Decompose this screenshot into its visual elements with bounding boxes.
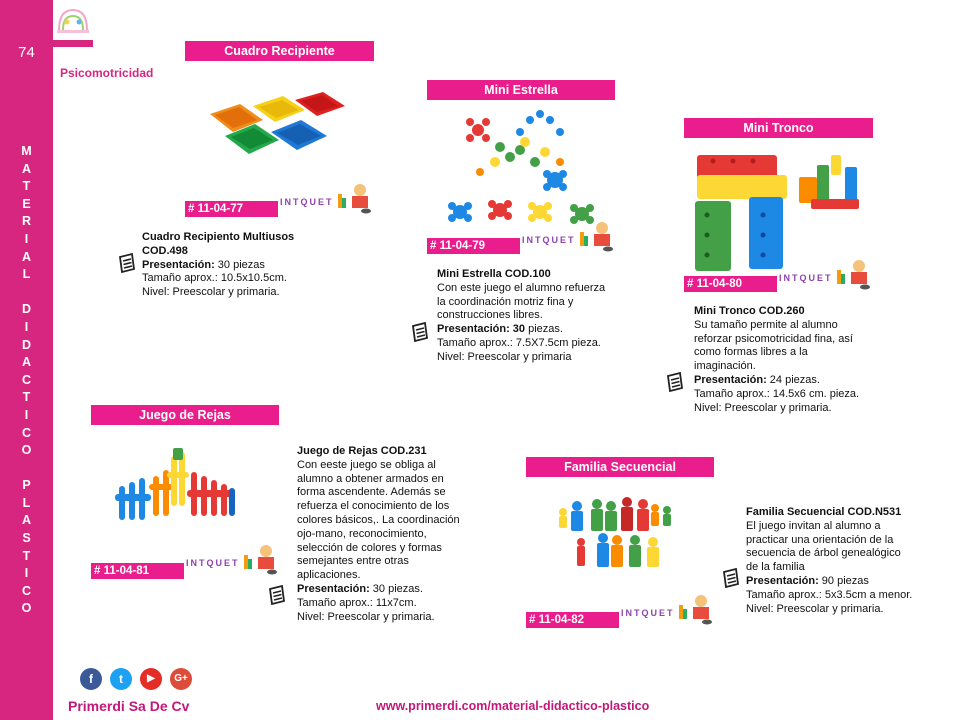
sidebar-letter: I [24, 407, 29, 422]
mini-tronco-code: # 11-04-80 [684, 276, 777, 292]
product-size: Tamaño aprox.: 5x3.5cm a menor. [746, 588, 913, 601]
intquret-brand-logo [520, 218, 616, 254]
product-size: Tamaño aprox.: 14.5x6 cm. pieza. [694, 387, 860, 400]
logo-icon [53, 0, 93, 40]
sidebar-letter: I [24, 231, 29, 246]
sidebar-letter: A [21, 513, 32, 528]
product-line: forma ascendente. Además se [297, 486, 446, 499]
product-line: Con este juego el alumno refuerza [437, 281, 606, 294]
sidebar-letter: A [21, 249, 32, 264]
facebook-icon[interactable]: f [80, 668, 102, 690]
mini-estrella-title: Mini Estrella [427, 80, 615, 100]
note-icon [268, 585, 286, 605]
sidebar-letter: T [22, 390, 31, 405]
juego-de-rejas-code: # 11-04-81 [91, 563, 184, 579]
page-number: 74 [18, 44, 35, 61]
sidebar-letter: R [21, 214, 32, 229]
svg-text:INTQUET: INTQUET [280, 197, 334, 207]
svg-text:INTQUET: INTQUET [621, 608, 675, 618]
youtube-icon[interactable]: ▶ [140, 668, 162, 690]
product-line: selección de colores y formas [297, 541, 442, 554]
product-line: secuencia de árbol genealógico [746, 547, 901, 560]
mini-estrella-image [440, 102, 605, 234]
section-title: Psicomotricidad [60, 66, 154, 80]
presentation-value: 90 piezas [818, 574, 869, 587]
familia-secuencial-image [555, 494, 680, 572]
presentation-value: piezas. [525, 323, 563, 336]
product-level: Nivel: Preescolar y primaria [437, 350, 572, 363]
product-name: Mini Tronco COD.260 [694, 305, 805, 317]
product-line: como formas libres a la [694, 346, 808, 359]
product-line: construcciones libres. [437, 309, 543, 322]
product-name: Familia Secuencial COD.N531 [746, 506, 902, 518]
svg-text:INTQUET: INTQUET [522, 235, 576, 245]
intquret-brand-logo [619, 591, 715, 627]
sidebar-letter: M [21, 144, 32, 158]
sidebar-letter: O [21, 601, 32, 616]
product-level: Nivel: Preescolar y primaria. [694, 401, 832, 414]
sidebar-letter: E [22, 196, 31, 211]
sidebar-letter: P [22, 478, 31, 493]
product-level: Nivel: Preescolar y primaria. [142, 286, 280, 299]
juego-de-rejas-title: Juego de Rejas [91, 405, 279, 425]
sidebar-letter: D [21, 302, 32, 317]
logo-underline [53, 40, 93, 47]
product-line: de la familia [746, 561, 805, 574]
product-line: aplicaciones. [297, 569, 361, 582]
sidebar-letter: I [24, 319, 29, 334]
sidebar-letter: A [21, 355, 32, 370]
product-line: Con eeste juego se obliga al [297, 458, 436, 471]
juego-de-rejas-description [297, 445, 487, 624]
sidebar-letter: O [21, 443, 32, 458]
product-size: Tamaño aprox.: 10.5x10.5cm. [142, 272, 287, 285]
juego-de-rejas-image [115, 448, 240, 524]
presentation-value: 24 piezas. [766, 373, 820, 386]
google-plus-icon[interactable]: G+ [170, 668, 192, 690]
product-line: alumno a obtener armados en [297, 472, 444, 485]
familia-secuencial-code: # 11-04-82 [526, 612, 619, 628]
sidebar-letter: S [22, 531, 31, 546]
sidebar-letter: T [22, 179, 31, 194]
product-line: practicar una orientación de la [746, 533, 894, 546]
intquret-brand-logo [777, 256, 873, 292]
sidebar-letter: I [24, 566, 29, 581]
sidebar-letter: C [21, 425, 32, 440]
mini-tronco-title: Mini Tronco [684, 118, 873, 138]
familia-secuencial-title: Familia Secuencial [526, 457, 714, 477]
product-line: la coordinación motriz fina y [437, 295, 574, 308]
footer-company: Primerdi Sa De Cv [68, 698, 190, 714]
mini-estrella-code: # 11-04-79 [427, 238, 520, 254]
sidebar-letter: A [21, 161, 32, 176]
presentation-label: Presentación: 30 [437, 323, 526, 336]
product-line: colores básicos,. La coordinación [297, 513, 460, 526]
sidebar-letter: C [21, 583, 32, 598]
intquret-brand-logo [184, 541, 280, 577]
product-size: Tamaño aprox.: 7.5X7.5cm pieza. [437, 336, 601, 349]
sidebar-vertical-title [0, 143, 53, 618]
presentation-label: Presentación: [694, 373, 767, 386]
product-line: refuerza el conocimiento de los [297, 500, 450, 513]
presentation-value: 30 piezas. [369, 582, 423, 595]
cuadro-recipiente-image [205, 92, 345, 164]
cuadro-recipiente-code: # 11-04-77 [185, 201, 278, 217]
product-size: Tamaño aprox.: 11x7cm. [297, 596, 417, 609]
presentation-label: Presentación: [746, 574, 819, 587]
twitter-icon[interactable]: t [110, 668, 132, 690]
sidebar-letter: T [22, 548, 31, 563]
product-name: Cuadro Recipiento Multiusos COD.498 [142, 231, 295, 257]
product-line: ojo-mano, reconocimiento, [297, 527, 427, 540]
sidebar-letter: L [22, 495, 31, 510]
product-name: Juego de Rejas COD.231 [297, 445, 427, 457]
sidebar-letter: C [21, 372, 32, 387]
mini-tronco-image [693, 145, 865, 273]
svg-text:INTQUET: INTQUET [779, 273, 833, 283]
intquret-brand-logo [278, 180, 374, 216]
cuadro-recipiente-title: Cuadro Recipiente [185, 41, 374, 61]
note-icon [118, 253, 136, 273]
presentation-label: Presentación: [297, 582, 370, 595]
presentation-value: 30 piezas [214, 258, 265, 271]
product-line: Su tamaño permite al alumno [694, 318, 838, 331]
cuadro-recipiente-description [142, 231, 312, 300]
sidebar-letter: L [22, 267, 31, 282]
mini-tronco-description [694, 305, 889, 415]
product-line: semejantes entre otras [297, 555, 409, 568]
sidebar-letter: D [21, 337, 32, 352]
familia-secuencial-description [746, 506, 946, 616]
product-level: Nivel: Preescolar y primaria. [746, 602, 884, 615]
product-level: Nivel: Preescolar y primaria. [297, 610, 435, 623]
product-line: reforzar psicomotricidad fina, así [694, 332, 853, 345]
svg-text:INTQUET: INTQUET [186, 558, 240, 568]
footer-url-link[interactable]: www.primerdi.com/material-didactico-plastico [376, 699, 650, 713]
note-icon [666, 372, 684, 392]
product-line: imaginación. [694, 360, 756, 373]
mini-estrella-description [437, 268, 632, 365]
product-line: El juego invitan al alumno a [746, 519, 881, 532]
product-name: Mini Estrella COD.100 [437, 268, 551, 280]
note-icon [722, 568, 740, 588]
note-icon [411, 322, 429, 342]
presentation-label: Presentación: [142, 258, 215, 271]
